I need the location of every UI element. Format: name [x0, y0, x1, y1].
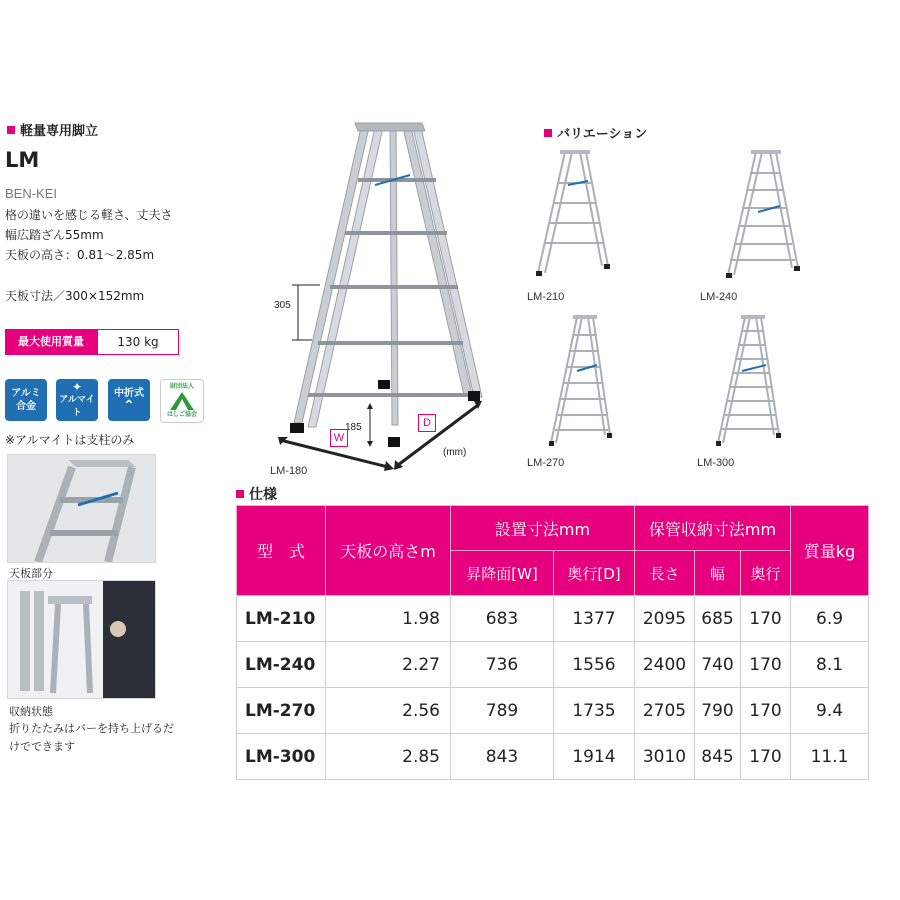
- cell-d: 1556: [554, 642, 635, 688]
- desc-line-2: 幅広踏ざん55mm: [5, 228, 104, 242]
- photo2-desc-1: 折りたたみはバーを持ち上げるだ: [9, 722, 174, 735]
- table-row: [237, 734, 869, 780]
- unit-label: (mm): [443, 447, 467, 458]
- dim-w-label: W: [330, 429, 348, 447]
- max-load-label: 最大使用質量: [5, 329, 97, 355]
- variation-label-1: LM-210: [527, 291, 565, 303]
- dim-185-label: 185: [345, 422, 362, 433]
- max-load-value: 130 kg: [97, 329, 179, 355]
- cell-length: 2400: [635, 642, 695, 688]
- cell-depth: 170: [741, 688, 791, 734]
- variations-title: バリエーション: [544, 123, 647, 142]
- table-row: [237, 642, 869, 688]
- cell-height: 2.27: [326, 642, 451, 688]
- product-model: LM: [5, 148, 40, 172]
- alumite-note: ※アルマイトは支柱のみ: [5, 433, 135, 447]
- variation-ladder-4: [712, 313, 784, 448]
- table-row: [237, 688, 869, 734]
- cell-w: 843: [451, 734, 554, 780]
- photo2-caption: 収納状態: [9, 705, 53, 718]
- header-model: 型 式: [237, 506, 326, 596]
- brand-name: BEN-KEI: [5, 186, 58, 201]
- ladder-diagram: [250, 115, 500, 475]
- header-w: 昇降面[W]: [451, 551, 554, 596]
- cell-model: LM-300: [237, 734, 326, 780]
- variation-label-2: LM-240: [700, 291, 738, 303]
- cell-w: 736: [451, 642, 554, 688]
- cell-length: 3010: [635, 734, 695, 780]
- cell-weight: 6.9: [791, 596, 869, 642]
- top-plate-size: 天板寸法／300×152mm: [5, 289, 145, 303]
- desc-line-3: 天板の高さ：0.81～2.85m: [5, 248, 155, 262]
- photo1-caption: 天板部分: [9, 567, 53, 580]
- alumite-badge: ✦ アルマイト: [56, 379, 98, 421]
- cell-d: 1914: [554, 734, 635, 780]
- dim-d-label: D: [418, 414, 436, 432]
- variation-label-3: LM-270: [527, 457, 565, 469]
- spec-table: [236, 505, 869, 780]
- header-storage: 保管収納寸法mm: [635, 506, 791, 551]
- ladder-association-badge: 財団法人 はしご協会: [160, 379, 204, 423]
- cell-depth: 170: [741, 734, 791, 780]
- triangle-logo-icon: [169, 391, 195, 411]
- cell-width: 740: [695, 642, 741, 688]
- cell-weight: 11.1: [791, 734, 869, 780]
- bullet-square-icon: [544, 129, 552, 137]
- cell-weight: 9.4: [791, 688, 869, 734]
- header-depth: 奥行: [741, 551, 791, 596]
- ladder-top-photo-icon: [8, 455, 155, 562]
- variation-ladder-2: [718, 148, 803, 280]
- cell-w: 789: [451, 688, 554, 734]
- hinge-icon: ⌃: [123, 398, 135, 414]
- category-title: 軽量専用脚立: [7, 120, 98, 139]
- cell-depth: 170: [741, 642, 791, 688]
- cell-width: 845: [695, 734, 741, 780]
- variation-ladder-1: [530, 148, 615, 278]
- cell-model: LM-210: [237, 596, 326, 642]
- cell-height: 2.85: [326, 734, 451, 780]
- cell-model: LM-270: [237, 688, 326, 734]
- cell-height: 2.56: [326, 688, 451, 734]
- bullet-square-icon: [7, 126, 15, 134]
- top-plate-photo: [7, 454, 156, 563]
- cell-height: 1.98: [326, 596, 451, 642]
- header-height: 天板の高さm: [326, 506, 451, 596]
- cell-w: 683: [451, 596, 554, 642]
- aluminum-alloy-badge: アルミ 合金: [5, 379, 47, 421]
- header-d: 奥行[D]: [554, 551, 635, 596]
- cell-depth: 170: [741, 596, 791, 642]
- cell-d: 1735: [554, 688, 635, 734]
- header-weight: 質量kg: [791, 506, 869, 596]
- dim-305-label: 305: [274, 300, 291, 311]
- cell-length: 2095: [635, 596, 695, 642]
- main-model-label: LM-180: [270, 465, 308, 477]
- folded-ladder-photo-icon: [8, 581, 155, 698]
- variation-label-4: LM-300: [697, 457, 735, 469]
- sparkle-icon: ✦: [71, 379, 83, 394]
- bullet-square-icon: [236, 490, 244, 498]
- folding-type-badge: 中折式 ⌃: [108, 379, 150, 421]
- cell-weight: 8.1: [791, 642, 869, 688]
- cell-d: 1377: [554, 596, 635, 642]
- cell-width: 790: [695, 688, 741, 734]
- spec-title: 仕様: [236, 484, 277, 504]
- header-width: 幅: [695, 551, 741, 596]
- photo2-desc-2: けでできます: [9, 740, 75, 753]
- variation-ladder-3: [545, 313, 615, 448]
- cell-model: LM-240: [237, 642, 326, 688]
- desc-line-1: 格の違いを感じる軽さ、丈夫さ: [5, 208, 173, 222]
- cell-length: 2705: [635, 688, 695, 734]
- cell-width: 685: [695, 596, 741, 642]
- header-length: 長さ: [635, 551, 695, 596]
- storage-photo: [7, 580, 156, 699]
- header-install: 設置寸法mm: [451, 506, 635, 551]
- table-row: [237, 596, 869, 642]
